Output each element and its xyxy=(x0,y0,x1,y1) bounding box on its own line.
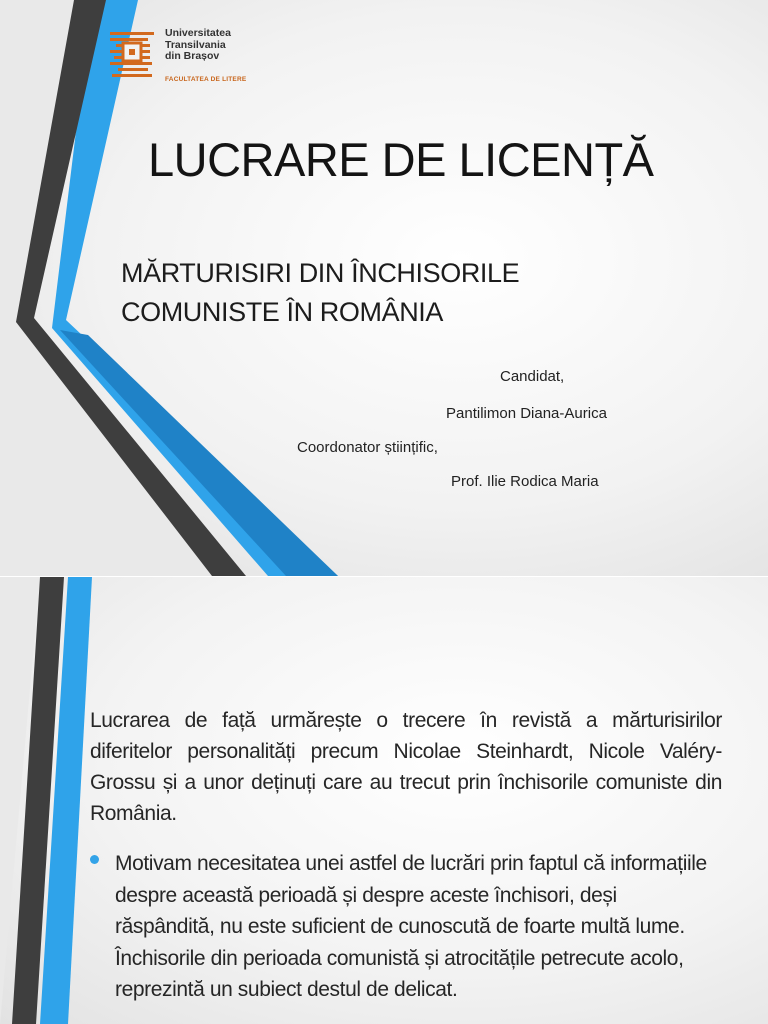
faculty-name: FACULTATEA DE LITERE xyxy=(165,76,247,83)
university-emblem-icon xyxy=(108,28,160,82)
coordinator-label: Coordonator științific, xyxy=(297,439,438,456)
bullet-dot-icon xyxy=(90,855,99,864)
university-name-line2: Transilvania xyxy=(165,38,226,51)
candidate-name: Pantilimon Diana-Aurica xyxy=(446,405,607,422)
thesis-title: LUCRARE DE LICENȚĂ xyxy=(148,133,654,186)
motivation-text: Motivam necesitatea unei astfel de lucrări prin faptul că informațiile despre această perioadă și despre aceste închisori, deși răspândită, nu este suficient de cunoscută de foarte multă lume. Închisorile din perioada comunistă și atrocitățile petrecute acolo, reprezintă un subiect destul de delicat. xyxy=(115,852,707,1001)
intro-paragraph: Lucrarea de față urmărește o trecere în revistă a mărturisirilor diferitelor personalități precum Nicolae Steinhardt, Nicole Valéry-Grossu și a unor deținuți care au trecut prin închisorile comuniste din România. xyxy=(90,709,722,825)
university-name-line3: din Brașov xyxy=(165,50,220,62)
thesis-subtitle: MĂRTURISIRI DIN ÎNCHISORILE COMUNISTE ÎN ROMÂNIA xyxy=(121,258,520,327)
coordinator-name: Prof. Ilie Rodica Maria xyxy=(451,473,599,490)
candidate-label: Candidat, xyxy=(500,368,565,385)
motivation-bullet xyxy=(90,848,730,1006)
university-name xyxy=(165,28,231,63)
university-name-line1: Universitatea xyxy=(165,27,231,39)
university-logo xyxy=(108,28,268,84)
